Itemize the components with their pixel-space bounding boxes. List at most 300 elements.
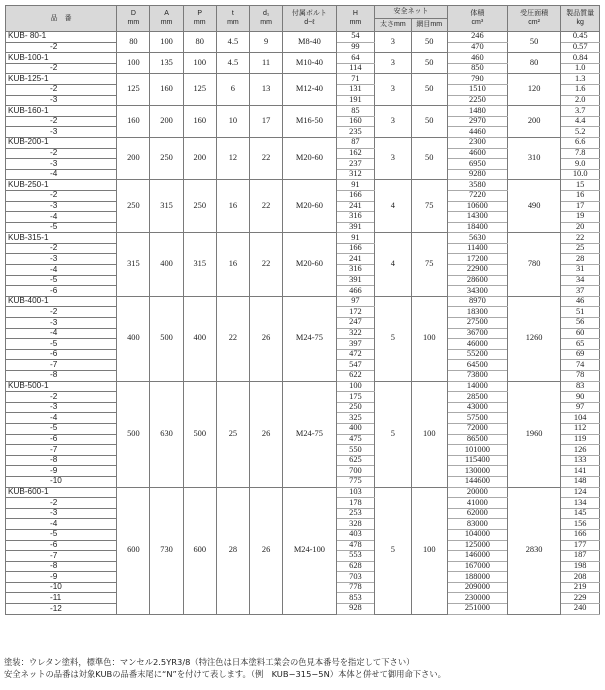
cell-code-text: -6 [50, 285, 58, 295]
col-header-net-mesh [411, 19, 447, 32]
cell-H: 775 [336, 476, 375, 487]
cell-code [6, 74, 117, 85]
cell-code-text: KUB-500-1 [8, 381, 49, 391]
cell-volume: 41000 [447, 498, 507, 509]
cell-t: 12 [216, 137, 249, 179]
cell-H: 322 [336, 328, 375, 339]
header-label: A [164, 10, 169, 18]
cell-code-text: -6 [50, 540, 58, 549]
cell-H: 131 [336, 84, 375, 95]
cell-code-text: -7 [50, 550, 58, 560]
cell-bolt: M16-50 [283, 106, 337, 138]
table-row [6, 53, 600, 64]
cell-volume: 4460 [447, 127, 507, 138]
cell-mass: 0.45 [561, 32, 600, 43]
cell-t: 16 [216, 233, 249, 297]
cell-volume: 251000 [447, 604, 507, 615]
cell-d1: 17 [249, 106, 282, 138]
col-header-A [150, 6, 183, 32]
cell-code [6, 551, 117, 562]
header-label: 受圧面積 [520, 10, 549, 18]
cell-A: 500 [150, 296, 183, 381]
header-unit: cm² [528, 18, 540, 26]
cell-code-text: -2 [50, 306, 58, 316]
cell-volume: 17200 [447, 254, 507, 265]
cell-code [6, 190, 117, 201]
cell-net-thickness: 5 [375, 381, 411, 487]
cell-bolt: M24-75 [283, 381, 337, 487]
col-header-volume [447, 6, 507, 32]
cell-mass: 133 [561, 455, 600, 466]
cell-volume: 104000 [447, 529, 507, 540]
table-row [6, 180, 600, 191]
header-label: 体積 [470, 10, 485, 18]
table-row [6, 74, 600, 85]
cell-P: 200 [183, 137, 216, 179]
cell-mass: 112 [561, 423, 600, 434]
cell-code [6, 519, 117, 530]
cell-H: 247 [336, 318, 375, 329]
cell-H: 103 [336, 487, 375, 498]
footnote-safety-net: 安全ネットの品番は対象KUBの品番末尾に“N”を付けて表します。（例 KUB−315−5N）本体と併せて御用命下さい。 [4, 669, 446, 679]
cell-P: 100 [183, 53, 216, 74]
cell-code [6, 222, 117, 233]
footnote-paint: 塗装：ウレタン塗料，標準色：マンセル2.5YR3/8（特注色は日本塗料工業会の色見本番号を指定して下さい） [4, 657, 415, 667]
cell-volume: 470 [447, 42, 507, 53]
cell-code [6, 445, 117, 456]
header-label: D [130, 10, 136, 18]
cell-mass: 148 [561, 476, 600, 487]
cell-net-thickness: 3 [375, 74, 411, 106]
cell-H: 778 [336, 582, 375, 593]
cell-volume: 3580 [447, 180, 507, 191]
col-header-code [6, 6, 117, 32]
cell-mass: 31 [561, 265, 600, 276]
cell-code-text: KUB-200-1 [8, 137, 49, 147]
cell-code [6, 307, 117, 318]
cell-code-text: -3 [50, 508, 58, 518]
cell-code [6, 508, 117, 519]
col-header-P [183, 6, 216, 32]
cell-bolt: M24-100 [283, 487, 337, 614]
cell-H: 54 [336, 32, 375, 43]
cell-code [6, 423, 117, 434]
cell-volume: 20000 [447, 487, 507, 498]
cell-H: 622 [336, 371, 375, 382]
cell-mass: 6.6 [561, 137, 600, 148]
cell-code [6, 106, 117, 117]
col-header-mass [561, 6, 600, 32]
cell-net-mesh: 50 [411, 32, 447, 53]
cell-volume: 34300 [447, 286, 507, 297]
cell-H: 99 [336, 42, 375, 53]
cell-volume: 5630 [447, 233, 507, 244]
cell-code-text: KUB-250-1 [8, 179, 49, 189]
cell-mass: 90 [561, 392, 600, 403]
cell-code [6, 593, 117, 604]
cell-bolt: M20-60 [283, 180, 337, 233]
cell-volume: 188000 [447, 572, 507, 583]
cell-t: 16 [216, 180, 249, 233]
col-header-code-label: 品 番 [50, 14, 72, 22]
cell-H: 71 [336, 74, 375, 85]
cell-code-text: -5 [50, 275, 58, 285]
cell-H: 162 [336, 148, 375, 159]
cell-code-text: -5 [50, 338, 58, 348]
cell-net-thickness: 3 [375, 32, 411, 53]
cell-code-text: -6 [50, 434, 58, 444]
cell-mass: 1.3 [561, 74, 600, 85]
cell-H: 64 [336, 53, 375, 64]
cell-H: 87 [336, 137, 375, 148]
cell-area: 50 [507, 32, 561, 53]
cell-mass: 19 [561, 212, 600, 223]
header-label: 付属ボルト [291, 10, 327, 18]
table-row [6, 296, 600, 307]
cell-code [6, 487, 117, 498]
cell-code-text: -4 [50, 328, 58, 338]
cell-volume: 101000 [447, 445, 507, 456]
cell-H: 700 [336, 466, 375, 477]
cell-H: 628 [336, 561, 375, 572]
cell-bolt: M20-60 [283, 233, 337, 297]
cell-code [6, 169, 117, 180]
cell-net-thickness: 3 [375, 137, 411, 179]
cell-volume: 43000 [447, 402, 507, 413]
cell-mass: 240 [561, 604, 600, 615]
col-header-t [216, 6, 249, 32]
cell-code [6, 582, 117, 593]
cell-mass: 2.0 [561, 95, 600, 106]
cell-H: 166 [336, 243, 375, 254]
cell-H: 397 [336, 339, 375, 350]
cell-code-text: -4 [50, 211, 58, 221]
cell-D: 160 [117, 106, 150, 138]
cell-volume: 36700 [447, 328, 507, 339]
cell-t: 4.5 [216, 53, 249, 74]
cell-code [6, 604, 117, 615]
cell-mass: 198 [561, 561, 600, 572]
cell-H: 85 [336, 106, 375, 117]
cell-area: 80 [507, 53, 561, 74]
cell-code [6, 540, 117, 551]
cell-d1: 11 [249, 53, 282, 74]
cell-code [6, 498, 117, 509]
cell-code [6, 95, 117, 106]
cell-H: 328 [336, 519, 375, 530]
cell-d1: 22 [249, 137, 282, 179]
cell-mass: 17 [561, 201, 600, 212]
cell-mass: 119 [561, 434, 600, 445]
cell-P: 600 [183, 487, 216, 614]
cell-A: 250 [150, 137, 183, 179]
cell-volume: 1510 [447, 84, 507, 95]
cell-code-text: -2 [50, 84, 58, 94]
cell-code [6, 328, 117, 339]
cell-net-mesh: 50 [411, 74, 447, 106]
table-row [6, 106, 600, 117]
cell-mass: 83 [561, 381, 600, 392]
cell-P: 250 [183, 180, 216, 233]
cell-code [6, 572, 117, 583]
cell-code-text: -3 [50, 201, 58, 210]
cell-mass: 134 [561, 498, 600, 509]
cell-volume: 146000 [447, 551, 507, 562]
cell-volume: 850 [447, 63, 507, 74]
cell-net-mesh: 100 [411, 296, 447, 381]
cell-mass: 229 [561, 593, 600, 604]
cell-net-thickness: 4 [375, 233, 411, 297]
cell-code-text: -4 [50, 169, 58, 179]
cell-H: 553 [336, 551, 375, 562]
cell-code [6, 434, 117, 445]
cell-H: 316 [336, 265, 375, 276]
cell-code [6, 63, 117, 74]
cell-code-text: -8 [50, 561, 58, 571]
cell-mass: 60 [561, 328, 600, 339]
col-header-net [375, 6, 448, 19]
cell-mass: 124 [561, 487, 600, 498]
col-header-d1 [249, 6, 282, 32]
cell-bolt: M8-40 [283, 32, 337, 53]
cell-d1: 26 [249, 487, 282, 614]
cell-D: 315 [117, 233, 150, 297]
cell-code [6, 233, 117, 244]
cell-code [6, 349, 117, 360]
cell-code [6, 159, 117, 170]
cell-net-thickness: 3 [375, 106, 411, 138]
cell-mass: 219 [561, 582, 600, 593]
cell-code-text: -4 [50, 518, 58, 528]
header-unit: d−ℓ [304, 18, 315, 26]
cell-d1: 9 [249, 32, 282, 53]
cell-code-text: -5 [50, 529, 58, 539]
cell-H: 475 [336, 434, 375, 445]
cell-mass: 7.8 [561, 148, 600, 159]
cell-H: 625 [336, 455, 375, 466]
cell-mass: 177 [561, 540, 600, 551]
cell-mass: 10.0 [561, 169, 600, 180]
cell-H: 241 [336, 254, 375, 265]
cell-t: 10 [216, 106, 249, 138]
header-unit: mm [127, 18, 140, 26]
cell-code-text: -2 [50, 148, 58, 158]
cell-mass: 126 [561, 445, 600, 456]
cell-mass: 166 [561, 529, 600, 540]
cell-D: 400 [117, 296, 150, 381]
cell-code-text: -8 [50, 455, 58, 465]
cell-volume: 125000 [447, 540, 507, 551]
cell-P: 500 [183, 381, 216, 487]
cell-code-text: -2 [50, 63, 58, 73]
cell-d1: 13 [249, 74, 282, 106]
cell-net-mesh: 100 [411, 487, 447, 614]
cell-H: 466 [336, 286, 375, 297]
cell-P: 160 [183, 106, 216, 138]
cell-D: 500 [117, 381, 150, 487]
cell-H: 172 [336, 307, 375, 318]
cell-volume: 790 [447, 74, 507, 85]
cell-H: 91 [336, 233, 375, 244]
cell-volume: 167000 [447, 561, 507, 572]
table-row [6, 381, 600, 392]
cell-volume: 14300 [447, 212, 507, 223]
header-label: 網目mm [416, 21, 443, 29]
cell-code [6, 212, 117, 223]
cell-code [6, 180, 117, 191]
cell-volume: 6950 [447, 159, 507, 170]
cell-net-mesh: 50 [411, 106, 447, 138]
cell-volume: 27500 [447, 318, 507, 329]
cell-code [6, 413, 117, 424]
cell-bolt: M20-60 [283, 137, 337, 179]
cell-code-text: -9 [50, 571, 58, 581]
cell-code [6, 243, 117, 254]
cell-code-text: KUB-100-1 [8, 52, 49, 62]
table-header [6, 6, 600, 32]
cell-A: 315 [150, 180, 183, 233]
cell-code [6, 286, 117, 297]
cell-A: 200 [150, 106, 183, 138]
cell-code-text: -2 [50, 116, 58, 126]
cell-volume: 22900 [447, 265, 507, 276]
cell-volume: 10600 [447, 201, 507, 212]
cell-code [6, 116, 117, 127]
cell-code [6, 201, 117, 212]
header-label: 太さmm [380, 21, 406, 29]
col-header-bolt [283, 6, 337, 32]
cell-bolt: M24-75 [283, 296, 337, 381]
cell-volume: 460 [447, 53, 507, 64]
cell-volume: 18400 [447, 222, 507, 233]
cell-H: 325 [336, 413, 375, 424]
cell-H: 928 [336, 604, 375, 615]
header-label: t [231, 10, 234, 18]
cell-D: 100 [117, 53, 150, 74]
header-label: 安全ネット [393, 8, 429, 16]
cell-code-text: -7 [50, 444, 58, 454]
cell-H: 547 [336, 360, 375, 371]
cell-volume: 28600 [447, 275, 507, 286]
cell-P: 315 [183, 233, 216, 297]
cell-net-thickness: 3 [375, 53, 411, 74]
table-row [6, 137, 600, 148]
cell-mass: 34 [561, 275, 600, 286]
header-label: 製品質量 [566, 10, 595, 18]
cell-net-mesh: 50 [411, 53, 447, 74]
cell-mass: 15 [561, 180, 600, 191]
cell-H: 235 [336, 127, 375, 138]
cell-code-text: -4 [50, 264, 58, 274]
cell-H: 91 [336, 180, 375, 191]
cell-volume: 230000 [447, 593, 507, 604]
cell-mass: 187 [561, 551, 600, 562]
cell-mass: 1.6 [561, 84, 600, 95]
cell-d1: 26 [249, 296, 282, 381]
cell-code-text: -3 [50, 402, 58, 412]
cell-code-text: -3 [50, 126, 58, 136]
header-unit: mm [260, 18, 272, 26]
cell-bolt: M12-40 [283, 74, 337, 106]
header-unit: cm³ [471, 18, 484, 26]
cell-H: 478 [336, 540, 375, 551]
cell-H: 550 [336, 445, 375, 456]
cell-volume: 86500 [447, 434, 507, 445]
cell-D: 80 [117, 32, 150, 53]
cell-code-text: -2 [50, 497, 58, 507]
cell-t: 25 [216, 381, 249, 487]
cell-mass: 145 [561, 508, 600, 519]
cell-volume: 57500 [447, 413, 507, 424]
cell-volume: 11400 [447, 243, 507, 254]
cell-area: 2830 [507, 487, 561, 614]
cell-code-text: -10 [50, 476, 62, 486]
cell-H: 400 [336, 423, 375, 434]
cell-code [6, 42, 117, 53]
cell-net-thickness: 5 [375, 487, 411, 614]
cell-A: 400 [150, 233, 183, 297]
cell-volume: 18300 [447, 307, 507, 318]
cell-mass: 46 [561, 296, 600, 307]
table-body [6, 32, 600, 615]
cell-H: 853 [336, 593, 375, 604]
col-header-area [507, 6, 561, 32]
cell-code [6, 339, 117, 350]
cell-H: 178 [336, 498, 375, 509]
cell-code [6, 275, 117, 286]
cell-volume: 1480 [447, 106, 507, 117]
cell-net-thickness: 4 [375, 180, 411, 233]
cell-mass: 56 [561, 318, 600, 329]
cell-code-text: KUB-600-1 [8, 487, 49, 497]
cell-mass: 1.0 [561, 63, 600, 74]
cell-volume: 8970 [447, 296, 507, 307]
cell-code [6, 392, 117, 403]
cell-H: 241 [336, 201, 375, 212]
cell-code-text: -6 [50, 349, 58, 359]
cell-code-text: -8 [50, 370, 58, 380]
cell-code-text: -11 [50, 592, 62, 602]
cell-mass: 0.57 [561, 42, 600, 53]
cell-code [6, 371, 117, 382]
cell-code-text: -3 [50, 95, 58, 105]
cell-volume: 46000 [447, 339, 507, 350]
cell-H: 97 [336, 296, 375, 307]
cell-volume: 62000 [447, 508, 507, 519]
cell-area: 200 [507, 106, 561, 138]
cell-code [6, 455, 117, 466]
cell-code-text: -2 [50, 391, 58, 401]
cell-code [6, 148, 117, 159]
cell-volume: 2970 [447, 116, 507, 127]
cell-mass: 9.0 [561, 159, 600, 170]
cell-D: 200 [117, 137, 150, 179]
cell-area: 1960 [507, 381, 561, 487]
cell-code [6, 529, 117, 540]
cell-code [6, 318, 117, 329]
cell-code [6, 254, 117, 265]
footnotes [4, 656, 602, 680]
cell-code-text: -9 [50, 465, 58, 475]
cell-mass: 141 [561, 466, 600, 477]
cell-H: 191 [336, 95, 375, 106]
cell-net-mesh: 50 [411, 137, 447, 179]
cell-A: 100 [150, 32, 183, 53]
cell-code [6, 381, 117, 392]
cell-code [6, 360, 117, 371]
cell-volume: 73800 [447, 371, 507, 382]
cell-volume: 64500 [447, 360, 507, 371]
